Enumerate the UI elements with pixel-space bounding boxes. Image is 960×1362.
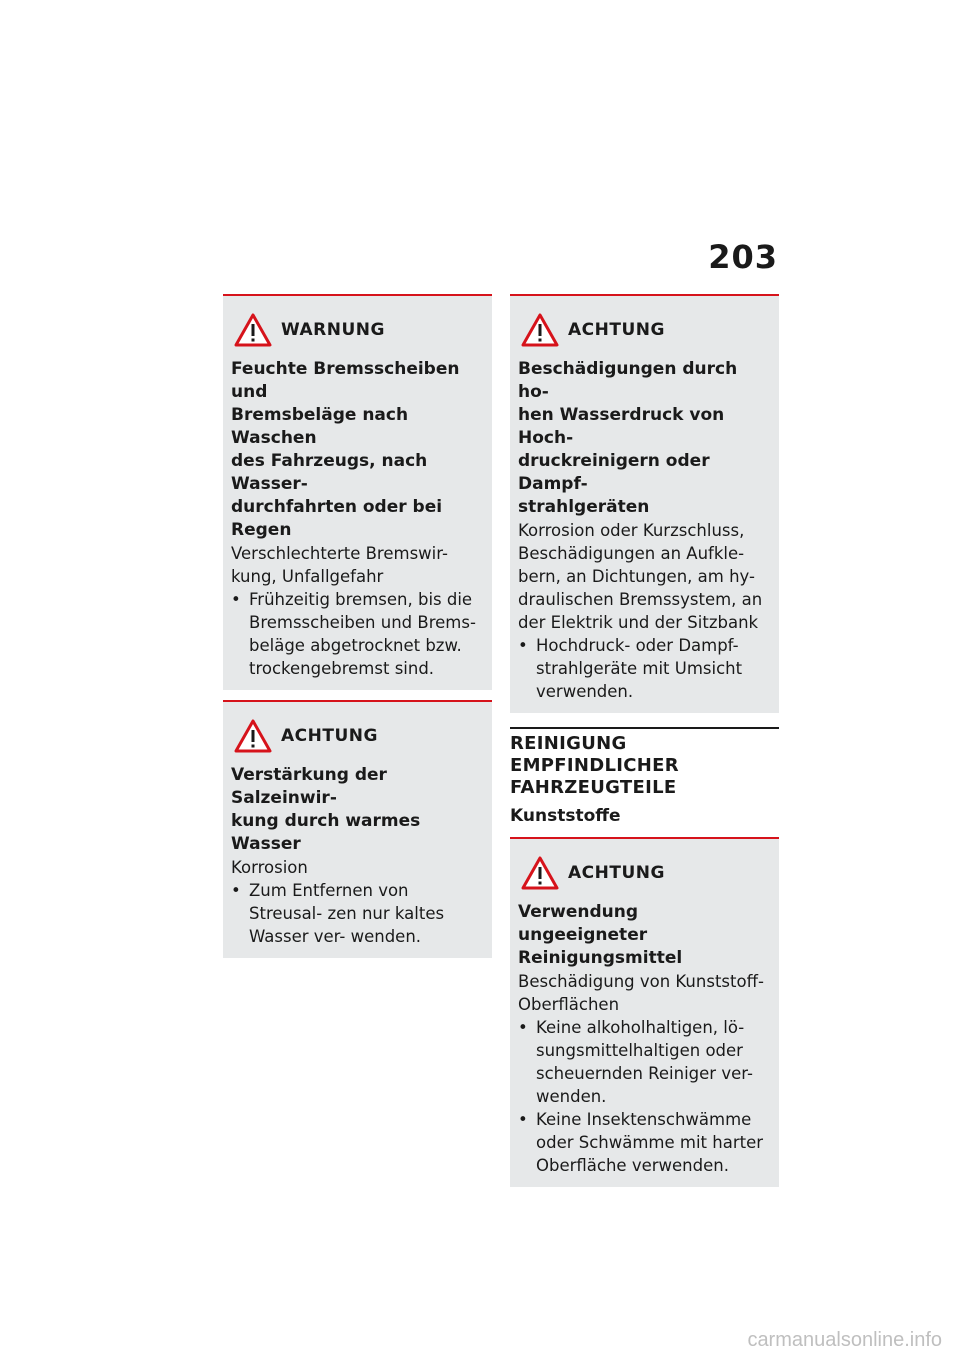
instruction-list — [231, 879, 484, 948]
box-heading: Verwendung ungeeigneter Reinigungsmittel — [518, 902, 683, 968]
box-title: ACHTUNG — [568, 320, 665, 340]
watermark: carmanualsonline.info — [747, 1329, 942, 1351]
instruction-list — [518, 634, 771, 703]
box-title: ACHTUNG — [568, 863, 665, 883]
left-column — [223, 294, 492, 968]
instruction-list — [518, 1016, 771, 1177]
box-consequence: Verschlechterte Bremswir- kung, Unfallgefahr — [231, 544, 448, 586]
box-consequence: Korrosion oder Kurzschluss, Beschädigungen an Aufkle- bern, an Dichtungen, am hy- draulischen Bremssystem, an der Elektrik und der Sitzbank — [518, 521, 763, 632]
caution-box-high-pressure — [510, 294, 779, 713]
list-item: • Frühzeitig bremsen, bis die Bremsscheiben und Brems- beläge abgetrocknet bzw. trockengebremst sind. — [231, 588, 484, 680]
caution-box-salt — [223, 700, 492, 958]
instruction-list — [231, 588, 484, 680]
box-title: WARNUNG — [281, 320, 385, 340]
box-consequence: Korrosion — [231, 858, 308, 877]
box-heading: Feuchte Bremsscheiben und Bremsbeläge nach Waschen des Fahrzeugs, nach Wasser- durchfahrten oder bei Regen — [231, 359, 460, 540]
warning-box-brakes — [223, 294, 492, 690]
box-consequence: Beschädigung von Kunststoff- Oberflächen — [518, 972, 764, 1014]
box-heading: Verstärkung der Salzeinwir- kung durch warmes Wasser — [231, 765, 421, 854]
box-heading: Beschädigungen durch ho- hen Wasserdruck von Hoch- druckreinigern oder Dampf- strahlgeräten — [518, 359, 738, 517]
warning-triangle-icon — [233, 312, 273, 348]
caution-box-cleaners — [510, 837, 779, 1187]
warning-triangle-icon — [233, 718, 273, 754]
page-number: 203 — [708, 238, 778, 276]
box-title: ACHTUNG — [281, 726, 378, 746]
section-heading — [510, 727, 779, 827]
section-title: REINIGUNG EMPFINDLICHER FAHRZEUGTEILE — [510, 733, 679, 798]
list-item: • Keine Insektenschwämme oder Schwämme mit harter Oberfläche verwenden. — [518, 1108, 771, 1177]
list-item: • Hochdruck- oder Dampf- strahlgeräte mit Umsicht verwenden. — [518, 634, 771, 703]
warning-triangle-icon — [520, 312, 560, 348]
list-item: • Zum Entfernen von Streusal- zen nur kaltes Wasser ver- wenden. — [231, 879, 484, 948]
right-column — [510, 294, 779, 1197]
warning-triangle-icon — [520, 855, 560, 891]
list-item: • Keine alkoholhaltigen, lö- sungsmittelhaltigen oder scheuernden Reiniger ver- wenden. — [518, 1016, 771, 1108]
subsection-title: Kunststoffe — [510, 806, 621, 826]
